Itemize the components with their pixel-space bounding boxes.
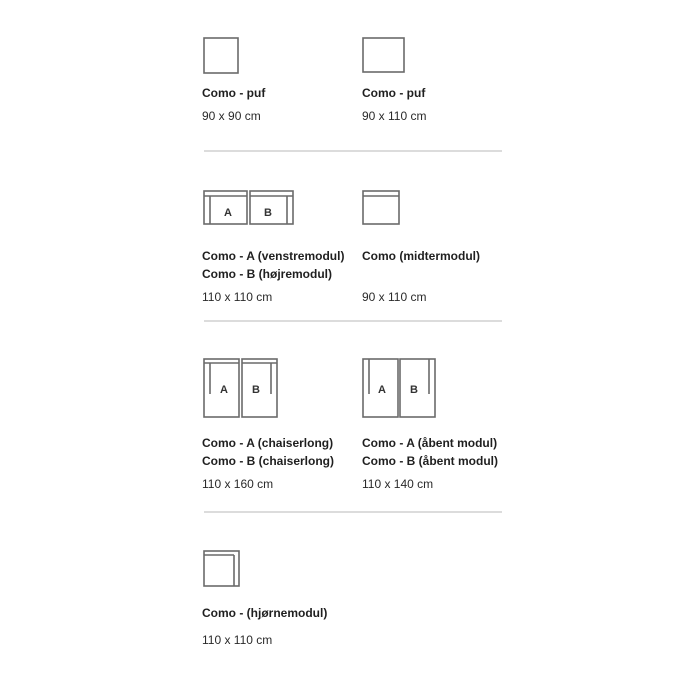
product-left-right-module	[202, 189, 372, 304]
product-title: Como (midtermodul)	[362, 249, 480, 263]
product-corner-module	[202, 549, 372, 647]
product-size: 110 x 140 cm	[362, 477, 434, 491]
corner-module-icon	[202, 549, 242, 589]
module-label-a: A	[378, 384, 386, 396]
chaiselong-module-icon	[202, 358, 282, 420]
section-divider	[204, 511, 502, 513]
module-label-b: B	[264, 207, 272, 219]
product-title-secondary: Como - B (højremodul)	[202, 267, 332, 281]
product-puf-90x110	[362, 36, 532, 123]
left-right-module-icon	[202, 189, 298, 227]
product-title-secondary: Como - B (åbent modul)	[362, 454, 498, 468]
product-open-module	[362, 358, 532, 491]
module-label-a: A	[220, 384, 228, 396]
section-divider	[204, 150, 502, 152]
section-divider	[204, 320, 502, 322]
product-title: Como - (hjørnemodul)	[202, 606, 328, 620]
middle-module-icon	[362, 189, 404, 227]
product-title: Como - A (åbent modul)	[362, 436, 498, 450]
product-middle-module	[362, 189, 532, 304]
product-title: Como - A (chaiserlong)	[202, 436, 334, 450]
product-size: 90 x 90 cm	[202, 109, 261, 123]
puf-square-icon	[202, 36, 242, 76]
product-title: Como - puf	[202, 86, 266, 100]
product-size: 110 x 110 cm	[202, 633, 273, 647]
product-title-secondary: Como - B (chaiserlong)	[202, 454, 335, 468]
product-puf-90x90	[202, 36, 372, 123]
puf-rectangle-icon	[362, 36, 408, 76]
module-label-b: B	[252, 384, 260, 396]
module-label-b: B	[410, 384, 418, 396]
product-title: Como - A (venstremodul)	[202, 249, 345, 263]
module-label-a: A	[224, 207, 232, 219]
product-chaiselong	[202, 358, 372, 491]
product-size: 110 x 110 cm	[202, 290, 273, 304]
product-size: 110 x 160 cm	[202, 477, 274, 491]
product-title: Como - puf	[362, 86, 426, 100]
product-size: 90 x 110 cm	[362, 290, 427, 304]
open-module-icon	[362, 358, 442, 420]
product-size: 90 x 110 cm	[362, 109, 427, 123]
